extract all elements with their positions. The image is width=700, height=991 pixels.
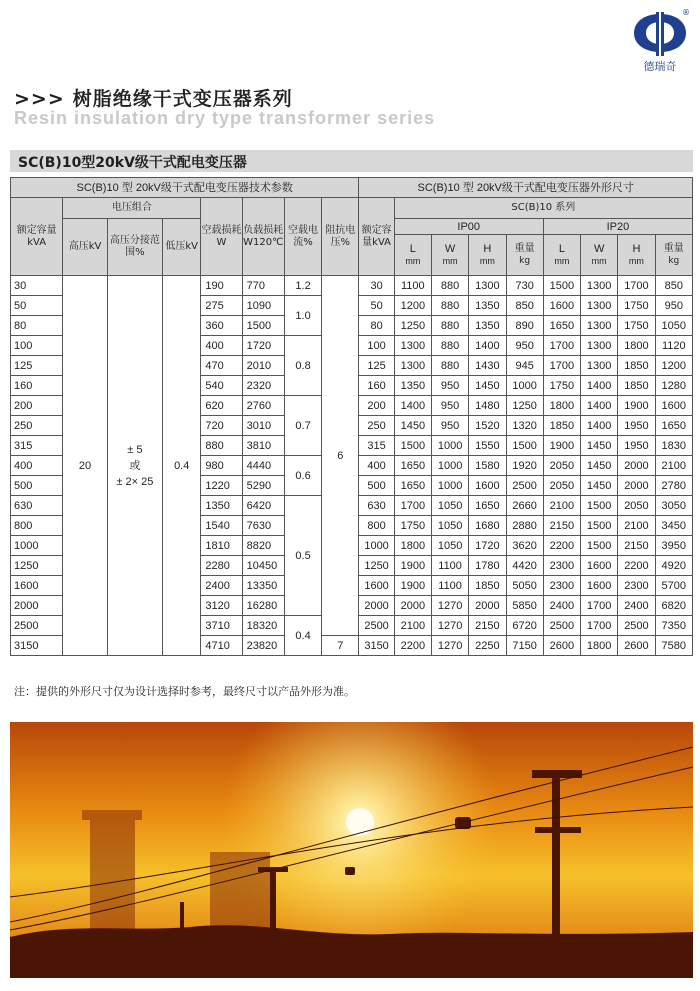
cell-hv: 20: [63, 276, 107, 656]
cell-dimension: 2500: [618, 616, 655, 636]
cell-dimension: 2250: [469, 636, 506, 656]
cell-dimension: 2150: [618, 536, 655, 556]
cell-dimension: 1500: [543, 276, 580, 296]
logo-mark-icon: [630, 10, 690, 58]
cell-no-load-current: 0.4: [284, 616, 321, 656]
cell-dimension: 7580: [655, 636, 692, 656]
cell-dimension: 730: [506, 276, 543, 296]
cell-dimension: 1500: [394, 436, 431, 456]
cell-capacity-r: 800: [359, 516, 394, 536]
col-ip20-weight: 重量 kg: [655, 235, 692, 276]
col-load-loss: 负载损耗W120℃: [242, 198, 284, 276]
cell-no-load-current: 0.6: [284, 456, 321, 496]
col-ip20-l: L mm: [543, 235, 580, 276]
cell-dimension: 1000: [431, 436, 468, 456]
cell-dimension: 1270: [431, 616, 468, 636]
cell-no-load-current: 1.0: [284, 296, 321, 336]
cell-no-load-loss: 1350: [201, 496, 242, 516]
registered-mark: ®: [682, 8, 690, 17]
cell-dimension: 2400: [543, 596, 580, 616]
col-ip00-w: W mm: [431, 235, 468, 276]
cell-no-load-loss: 720: [201, 416, 242, 436]
cell-dimension: 4920: [655, 556, 692, 576]
cell-dimension: 2100: [543, 496, 580, 516]
cell-dimension: 2050: [543, 456, 580, 476]
cell-dimension: 2100: [618, 516, 655, 536]
cell-dimension: 950: [431, 396, 468, 416]
cell-dimension: 880: [431, 356, 468, 376]
cell-dimension: 1600: [581, 556, 618, 576]
cell-dimension: 2000: [469, 596, 506, 616]
cell-dimension: 2200: [618, 556, 655, 576]
col-impedance: 阻抗电压%: [322, 198, 359, 276]
cell-dimension: 2200: [394, 636, 431, 656]
cell-capacity-r: 400: [359, 456, 394, 476]
cell-dimension: 1100: [394, 276, 431, 296]
cell-load-loss: 770: [242, 276, 284, 296]
cell-dimension: 2050: [618, 496, 655, 516]
col-ip20-h: H mm: [618, 235, 655, 276]
cell-dimension: 1300: [581, 356, 618, 376]
cell-dimension: 1900: [394, 556, 431, 576]
cell-load-loss: 18320: [242, 616, 284, 636]
cell-dimension: 1750: [618, 296, 655, 316]
cell-no-load-loss: 2280: [201, 556, 242, 576]
cell-dimension: 1430: [469, 356, 506, 376]
cell-dimension: 2300: [543, 556, 580, 576]
cell-load-loss: 13350: [242, 576, 284, 596]
cell-capacity: 125: [11, 356, 63, 376]
cell-no-load-loss: 3710: [201, 616, 242, 636]
brand-logo: [630, 10, 690, 80]
tap-range-text: ± 5: [127, 443, 143, 456]
cell-no-load-loss: 190: [201, 276, 242, 296]
cell-load-loss: 10450: [242, 556, 284, 576]
cell-dimension: 1650: [469, 496, 506, 516]
cell-dimension: 1450: [581, 476, 618, 496]
cell-dimension: 1120: [655, 336, 692, 356]
cell-dimension: 1300: [394, 356, 431, 376]
cell-no-load-loss: 540: [201, 376, 242, 396]
cell-dimension: 1480: [469, 396, 506, 416]
cell-dimension: 950: [655, 296, 692, 316]
cell-dimension: 1270: [431, 596, 468, 616]
col-lv: 低压kV: [163, 219, 201, 276]
cell-dimension: 1750: [394, 516, 431, 536]
cell-load-loss: 8820: [242, 536, 284, 556]
cell-dimension: 1450: [394, 416, 431, 436]
cell-dimension: 1650: [543, 316, 580, 336]
cell-dimension: 2000: [618, 476, 655, 496]
cell-load-loss: 23820: [242, 636, 284, 656]
cell-capacity-r: 100: [359, 336, 394, 356]
cell-dimension: 1850: [543, 416, 580, 436]
col-voltage-combo: 电压组合: [63, 198, 201, 219]
cell-no-load-loss: 470: [201, 356, 242, 376]
cell-dimension: 1830: [655, 436, 692, 456]
col-hv: 高压kV: [63, 219, 107, 276]
cell-dimension: 2150: [469, 616, 506, 636]
cell-dimension: 1850: [618, 376, 655, 396]
cell-load-loss: 5290: [242, 476, 284, 496]
cell-no-load-loss: 4710: [201, 636, 242, 656]
cell-dimension: 1600: [655, 396, 692, 416]
cell-capacity: 1250: [11, 556, 63, 576]
cell-dimension: 2050: [543, 476, 580, 496]
cell-tap-range: [107, 276, 162, 656]
section-header: [10, 150, 693, 172]
cell-dimension: 950: [506, 336, 543, 356]
cell-capacity: 200: [11, 396, 63, 416]
cell-dimension: 1500: [581, 536, 618, 556]
cell-capacity: 400: [11, 456, 63, 476]
cell-dimension: 1600: [581, 576, 618, 596]
cell-dimension: 880: [431, 296, 468, 316]
cell-dimension: 2200: [543, 536, 580, 556]
page-subtitle-en: Resin insulation dry type transformer series: [14, 108, 436, 128]
cell-dimension: 1800: [618, 336, 655, 356]
cell-dimension: 2000: [618, 456, 655, 476]
cell-dimension: 1800: [394, 536, 431, 556]
cell-dimension: 1300: [581, 316, 618, 336]
cell-capacity: 80: [11, 316, 63, 336]
cell-no-load-loss: 400: [201, 336, 242, 356]
title-cn-text: 树脂绝缘干式变压器系列: [72, 88, 293, 110]
col-ip00-l: L mm: [394, 235, 431, 276]
cell-load-loss: 3810: [242, 436, 284, 456]
cell-no-load-loss: 2400: [201, 576, 242, 596]
cell-dimension: 1580: [469, 456, 506, 476]
cell-capacity: 50: [11, 296, 63, 316]
cell-dimension: 1700: [581, 596, 618, 616]
cell-dimension: 3620: [506, 536, 543, 556]
cell-dimension: 1450: [581, 436, 618, 456]
cell-dimension: 2300: [618, 576, 655, 596]
cell-dimension: 1500: [506, 436, 543, 456]
cell-capacity-r: 1600: [359, 576, 394, 596]
cell-dimension: 3950: [655, 536, 692, 556]
col-ip00: IP00: [394, 219, 543, 235]
cell-dimension: 1950: [618, 416, 655, 436]
page-title: [14, 84, 293, 111]
cell-capacity-r: 1000: [359, 536, 394, 556]
cell-dimension: 1780: [469, 556, 506, 576]
cell-load-loss: 16280: [242, 596, 284, 616]
cell-load-loss: 2010: [242, 356, 284, 376]
cell-capacity-r: 250: [359, 416, 394, 436]
cell-capacity-r: 50: [359, 296, 394, 316]
cell-dimension: 1600: [543, 296, 580, 316]
cell-dimension: 1300: [581, 336, 618, 356]
cell-dimension: 1450: [469, 376, 506, 396]
cell-impedance: 7: [322, 636, 359, 656]
cell-capacity: 100: [11, 336, 63, 356]
cell-dimension: 1650: [394, 476, 431, 496]
footnote: 注：提供的外形尺寸仅为设计选择时参考，最终尺寸以产品外形为准。: [14, 685, 355, 698]
cell-dimension: 1950: [618, 436, 655, 456]
cell-dimension: 880: [431, 276, 468, 296]
cell-capacity: 1600: [11, 576, 63, 596]
cell-dimension: 2500: [543, 616, 580, 636]
sunset-scene-image: [10, 722, 693, 978]
right-caption: SC(B)10 型 20kV级干式配电变压器外形尺寸: [359, 178, 693, 198]
cell-no-load-loss: 3120: [201, 596, 242, 616]
cell-capacity: 250: [11, 416, 63, 436]
cell-dimension: 890: [506, 316, 543, 336]
cell-load-loss: 4440: [242, 456, 284, 476]
cell-capacity-r: 3150: [359, 636, 394, 656]
cell-impedance: 6: [322, 276, 359, 636]
cell-no-load-current: 0.5: [284, 496, 321, 616]
cell-dimension: 6820: [655, 596, 692, 616]
cell-dimension: 1350: [469, 316, 506, 336]
tap-range-text: 或: [129, 459, 141, 472]
cell-dimension: 2100: [655, 456, 692, 476]
cell-dimension: 1750: [543, 376, 580, 396]
title-arrows: >>>: [14, 88, 65, 110]
cell-dimension: 2100: [394, 616, 431, 636]
col-ip20-w: W mm: [581, 235, 618, 276]
cell-dimension: 1350: [469, 296, 506, 316]
cell-dimension: 1050: [431, 496, 468, 516]
cell-dimension: 1100: [431, 556, 468, 576]
sunset-industrial-photo: [10, 722, 693, 978]
cell-dimension: 1000: [431, 476, 468, 496]
cell-dimension: 2300: [543, 576, 580, 596]
cell-dimension: 1700: [543, 356, 580, 376]
cell-dimension: 1400: [581, 396, 618, 416]
cell-dimension: 1650: [394, 456, 431, 476]
cell-dimension: 2660: [506, 496, 543, 516]
cell-dimension: 1920: [506, 456, 543, 476]
cell-dimension: 950: [431, 376, 468, 396]
cell-lv: 0.4: [163, 276, 201, 656]
cell-dimension: 1320: [506, 416, 543, 436]
cell-no-load-current: 1.2: [284, 276, 321, 296]
cell-capacity-r: 2000: [359, 596, 394, 616]
cell-dimension: 2600: [543, 636, 580, 656]
cell-no-load-loss: 1540: [201, 516, 242, 536]
cell-load-loss: 3010: [242, 416, 284, 436]
cell-no-load-loss: 360: [201, 316, 242, 336]
cell-load-loss: 7630: [242, 516, 284, 536]
cell-dimension: 1300: [581, 276, 618, 296]
cell-no-load-current: 0.7: [284, 396, 321, 456]
col-series: SC(B)10 系列: [394, 198, 692, 219]
cell-capacity: 2500: [11, 616, 63, 636]
cell-capacity: 3150: [11, 636, 63, 656]
cell-dimension: 1900: [543, 436, 580, 456]
cell-dimension: 7150: [506, 636, 543, 656]
cell-dimension: 2600: [618, 636, 655, 656]
cell-capacity-r: 125: [359, 356, 394, 376]
cell-capacity-r: 2500: [359, 616, 394, 636]
cell-capacity-r: 315: [359, 436, 394, 456]
section-title: SC(B)10型20kV级干式配电变压器: [18, 155, 247, 171]
cell-dimension: 945: [506, 356, 543, 376]
cell-dimension: 1550: [469, 436, 506, 456]
cell-dimension: 1900: [394, 576, 431, 596]
cell-dimension: 1520: [469, 416, 506, 436]
cell-dimension: 1000: [431, 456, 468, 476]
cell-load-loss: 2320: [242, 376, 284, 396]
col-ip00-weight: 重量 kg: [506, 235, 543, 276]
cell-dimension: 1050: [431, 536, 468, 556]
spec-table: [10, 177, 693, 656]
cell-dimension: 2500: [506, 476, 543, 496]
cell-dimension: 5700: [655, 576, 692, 596]
cell-dimension: 1900: [618, 396, 655, 416]
cell-capacity-r: 80: [359, 316, 394, 336]
cell-capacity-r: 200: [359, 396, 394, 416]
cell-dimension: 1700: [543, 336, 580, 356]
table-row: [11, 276, 693, 296]
cell-capacity: 800: [11, 516, 63, 536]
cell-dimension: 950: [431, 416, 468, 436]
tap-range-text: ± 2× 25: [116, 475, 154, 488]
cell-no-load-loss: 980: [201, 456, 242, 476]
cell-dimension: 1000: [506, 376, 543, 396]
cell-no-load-loss: 1220: [201, 476, 242, 496]
cell-capacity: 315: [11, 436, 63, 456]
cell-dimension: 1400: [469, 336, 506, 356]
col-rated-capacity-r: 额定容量kVA: [359, 198, 394, 276]
cell-dimension: 6720: [506, 616, 543, 636]
cell-capacity: 30: [11, 276, 63, 296]
cell-dimension: 2000: [394, 596, 431, 616]
cell-dimension: 1100: [431, 576, 468, 596]
cell-load-loss: 1720: [242, 336, 284, 356]
cell-dimension: 1500: [581, 496, 618, 516]
cell-capacity: 2000: [11, 596, 63, 616]
cell-dimension: 1700: [581, 616, 618, 636]
cell-dimension: 1700: [618, 276, 655, 296]
cell-dimension: 2150: [543, 516, 580, 536]
cell-capacity: 630: [11, 496, 63, 516]
cell-dimension: 3050: [655, 496, 692, 516]
cell-dimension: 1400: [394, 396, 431, 416]
cell-no-load-loss: 620: [201, 396, 242, 416]
cell-no-load-loss: 1810: [201, 536, 242, 556]
cell-dimension: 1270: [431, 636, 468, 656]
cell-dimension: 1280: [655, 376, 692, 396]
col-tap-range: 高压分接范围%: [107, 219, 162, 276]
cell-dimension: 850: [655, 276, 692, 296]
left-caption: SC(B)10 型 20kV级干式配电变压器技术参数: [11, 178, 359, 198]
cell-dimension: 1050: [431, 516, 468, 536]
cell-dimension: 1850: [618, 356, 655, 376]
cell-dimension: 1300: [394, 336, 431, 356]
cell-dimension: 1750: [618, 316, 655, 336]
cell-load-loss: 6420: [242, 496, 284, 516]
cell-dimension: 1850: [469, 576, 506, 596]
cell-dimension: 2400: [618, 596, 655, 616]
col-ip00-h: H mm: [469, 235, 506, 276]
cell-dimension: 1300: [581, 296, 618, 316]
cell-dimension: 1450: [581, 456, 618, 476]
cell-capacity-r: 500: [359, 476, 394, 496]
cell-dimension: 1050: [655, 316, 692, 336]
cell-dimension: 850: [506, 296, 543, 316]
cell-dimension: 3450: [655, 516, 692, 536]
cell-capacity: 500: [11, 476, 63, 496]
cell-dimension: 1400: [581, 376, 618, 396]
cell-capacity-r: 30: [359, 276, 394, 296]
cell-dimension: 2880: [506, 516, 543, 536]
col-no-load-loss: 空载损耗W: [201, 198, 242, 276]
cell-dimension: 5850: [506, 596, 543, 616]
col-no-load-current: 空载电流%: [284, 198, 321, 276]
cell-dimension: 1200: [655, 356, 692, 376]
cell-load-loss: 1090: [242, 296, 284, 316]
cell-dimension: 880: [431, 336, 468, 356]
cell-capacity: 160: [11, 376, 63, 396]
cell-dimension: 1200: [394, 296, 431, 316]
cell-dimension: 1650: [655, 416, 692, 436]
cell-dimension: 1700: [394, 496, 431, 516]
cell-dimension: 4420: [506, 556, 543, 576]
cell-capacity: 1000: [11, 536, 63, 556]
cell-dimension: 1680: [469, 516, 506, 536]
cell-no-load-current: 0.8: [284, 336, 321, 396]
cell-dimension: 1250: [506, 396, 543, 416]
cell-dimension: 880: [431, 316, 468, 336]
cell-dimension: 1300: [469, 276, 506, 296]
cell-no-load-loss: 275: [201, 296, 242, 316]
cell-dimension: 1800: [581, 636, 618, 656]
cell-dimension: 1800: [543, 396, 580, 416]
cell-capacity-r: 160: [359, 376, 394, 396]
cell-dimension: 5050: [506, 576, 543, 596]
cell-load-loss: 1500: [242, 316, 284, 336]
cell-dimension: 1400: [581, 416, 618, 436]
cell-dimension: 1720: [469, 536, 506, 556]
cell-dimension: 1250: [394, 316, 431, 336]
col-ip20: IP20: [543, 219, 692, 235]
cell-dimension: 1600: [469, 476, 506, 496]
cell-capacity-r: 1250: [359, 556, 394, 576]
cell-load-loss: 2760: [242, 396, 284, 416]
cell-capacity-r: 630: [359, 496, 394, 516]
brand-name: 德瑞奇: [643, 60, 677, 73]
cell-dimension: 1500: [581, 516, 618, 536]
cell-no-load-loss: 880: [201, 436, 242, 456]
cell-dimension: 2780: [655, 476, 692, 496]
cell-dimension: 1350: [394, 376, 431, 396]
cell-dimension: 7350: [655, 616, 692, 636]
col-rated-capacity: 额定容量kVA: [11, 198, 63, 276]
